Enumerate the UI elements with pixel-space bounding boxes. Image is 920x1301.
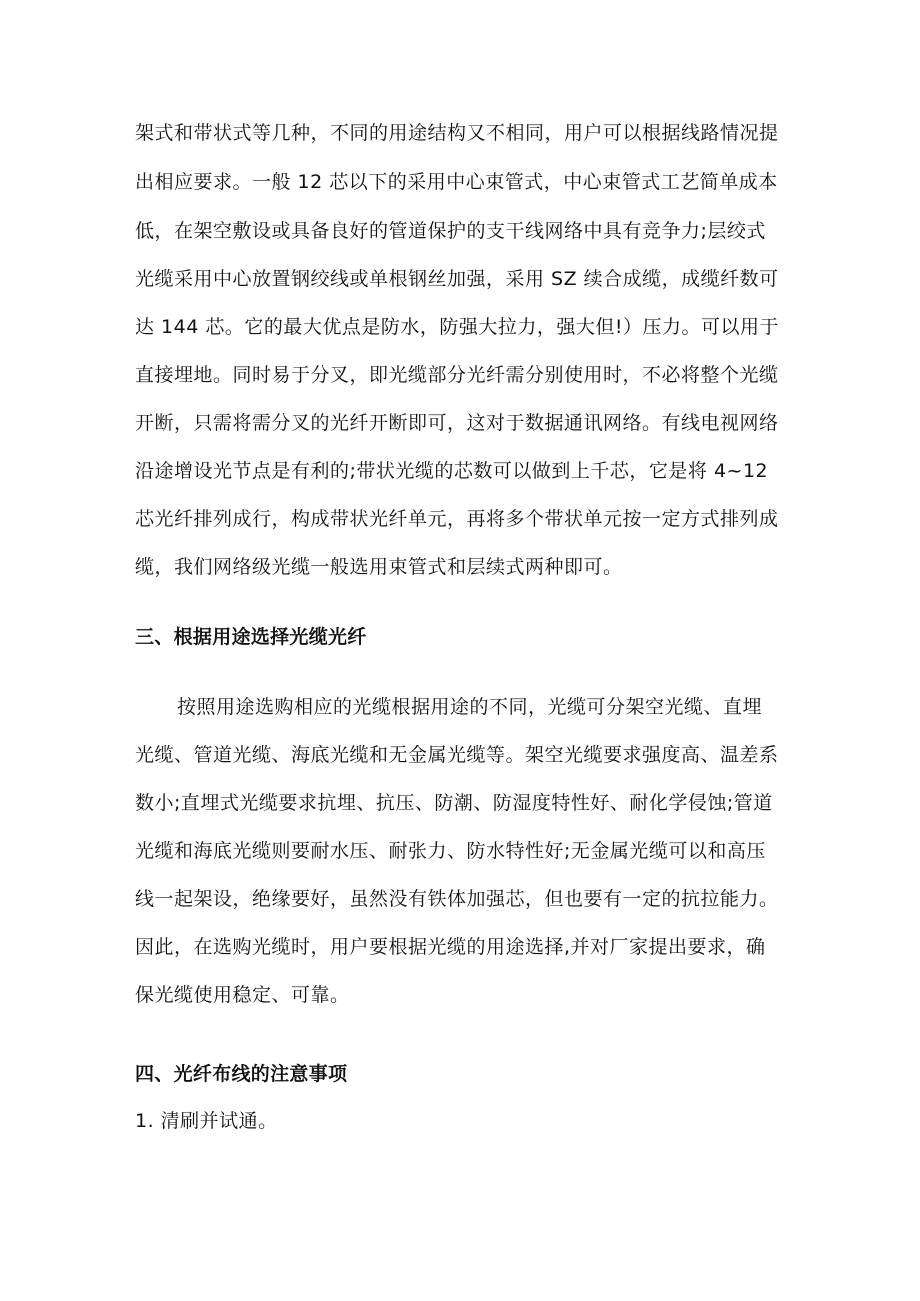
section-3-line-2: 光缆、管道光缆、海底光缆和无金属光缆等。架空光缆要求强度高、温差系 bbox=[135, 744, 779, 766]
paragraph-1-line-3: 低，在架空敷设或具备良好的管道保护的支干线网络中具有竞争力;层绞式 bbox=[135, 220, 766, 242]
section-3-line-7: 保光缆使用稳定、可靠。 bbox=[135, 984, 350, 1006]
paragraph-1-line-8: 沿途增设光节点是有利的;带状光缆的芯数可以做到上千芯，它是将 4~12 bbox=[135, 460, 769, 482]
paragraph-1-line-10: 缆，我们网络级光缆一般选用束管式和层续式两种即可。 bbox=[135, 556, 623, 578]
section-4-item-1: 1. 清刷并试通。 bbox=[135, 1110, 278, 1132]
paragraph-1-line-1: 架式和带状式等几种，不同的用途结构又不相同，用户可以根据线路情况提 bbox=[135, 122, 779, 144]
section-3-line-6: 因此，在选购光缆时，用户要根据光缆的用途选择,并对厂家提出要求，确 bbox=[135, 936, 766, 958]
paragraph-1-line-9: 芯光纤排列成行，构成带状光纤单元，再将多个带状单元按一定方式排列成 bbox=[135, 508, 779, 530]
paragraph-1-line-5: 达 144 芯。它的最大优点是防水，防强大拉力，强大但!）压力。可以用于 bbox=[135, 316, 779, 338]
paragraph-1-line-7: 开断，只需将需分叉的光纤开断即可，这对于数据通讯网络。有线电视网络 bbox=[135, 412, 779, 434]
section-4-heading: 四、光纤布线的注意事项 bbox=[135, 1063, 348, 1085]
section-3-line-1: 按照用途选购相应的光缆根据用途的不同，光缆可分架空光缆、直埋 bbox=[177, 696, 763, 718]
paragraph-1-line-4: 光缆采用中心放置钢绞线或单根钢丝加强，采用 SZ 续合成缆，成缆纤数可 bbox=[135, 268, 779, 290]
section-3-line-5: 线一起架设，绝缘要好，虽然没有铁体加强芯，但也要有一定的抗拉能力。 bbox=[135, 888, 779, 910]
paragraph-1-line-6: 直接埋地。同时易于分叉，即光缆部分光纤需分别使用时，不必将整个光缆 bbox=[135, 364, 779, 386]
section-3-line-4: 光缆和海底光缆则要耐水压、耐张力、防水特性好;无金属光缆可以和高压 bbox=[135, 840, 766, 862]
paragraph-1-line-2: 出相应要求。一般 12 芯以下的采用中心束管式，中心束管式工艺简单成本 bbox=[135, 171, 778, 193]
section-3-heading: 三、根据用途选择光缆光纤 bbox=[135, 626, 367, 648]
section-3-line-3: 数小;直埋式光缆要求抗埋、抗压、防潮、防湿度特性好、耐化学侵蚀;管道 bbox=[135, 792, 773, 814]
